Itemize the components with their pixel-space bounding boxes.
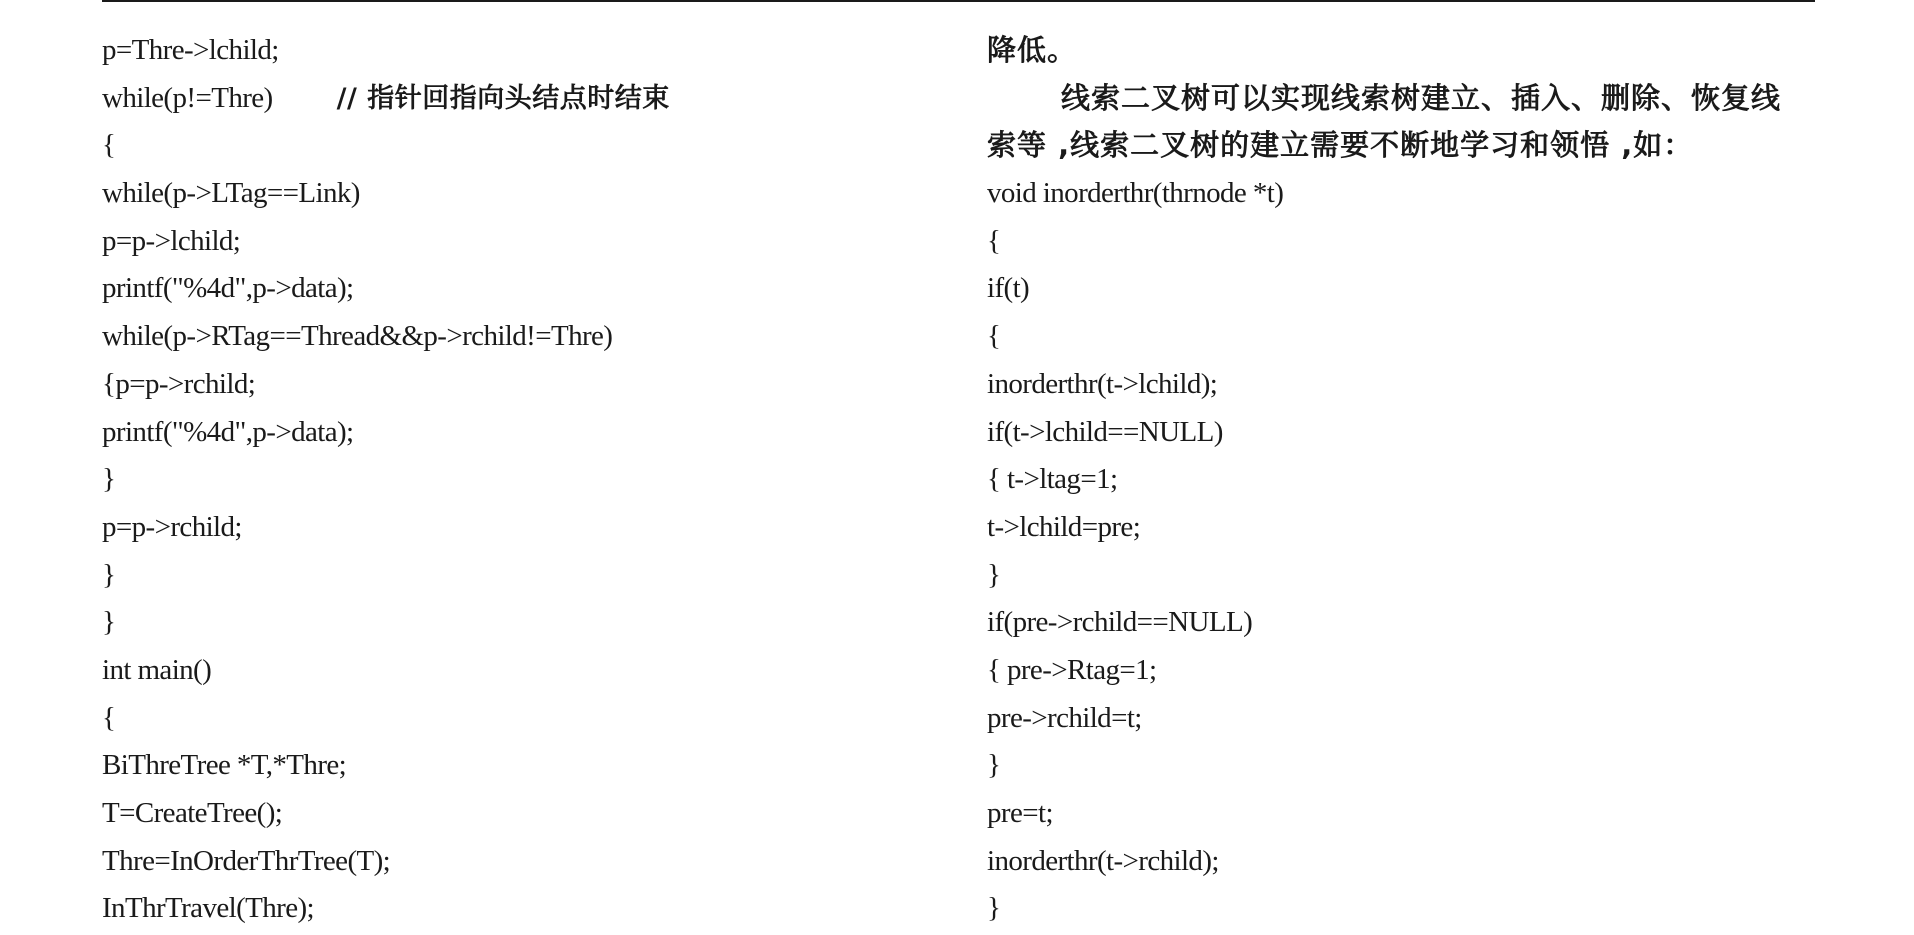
code-line: { xyxy=(987,224,1001,257)
code-line: } xyxy=(102,558,116,591)
code-line: inorderthr(t->rchild); xyxy=(987,844,1219,877)
code-line: p=p->lchild; xyxy=(102,224,241,257)
code-line: } xyxy=(102,606,116,639)
code-line: { t->ltag=1; xyxy=(987,463,1118,496)
code-line: p=p->rchild; xyxy=(102,510,242,543)
paragraph-line: 线索二叉树可以实现线索树建立、插入、删除、恢复线 xyxy=(1061,80,1782,115)
left-code-column xyxy=(102,29,962,935)
code-line: int main() xyxy=(102,653,212,686)
code-line-partial: InThrTravel(Thre); xyxy=(102,892,314,925)
code-line: if(t) xyxy=(987,272,1030,305)
code-line-with-comment xyxy=(102,77,962,125)
code-line: BiThreTree *T,*Thre; xyxy=(102,749,347,782)
code-line: { xyxy=(102,701,116,734)
code-line: {p=p->rchild; xyxy=(102,367,256,400)
code-line: pre->rchild=t; xyxy=(987,701,1142,734)
paragraph-line: 索等 ,线索二叉树的建立需要不断地学习和领悟 ,如： xyxy=(987,128,1694,163)
top-rule xyxy=(102,0,1815,2)
right-text-column xyxy=(987,29,1817,935)
code-line: } xyxy=(102,463,116,496)
code-line: t->lchild=pre; xyxy=(987,510,1141,543)
code-line: while(p->LTag==Link) xyxy=(102,177,360,210)
code-line: printf("%4d",p->data); xyxy=(102,272,354,305)
code-line: } xyxy=(987,749,1001,782)
code-line: if(pre->rchild==NULL) xyxy=(987,606,1253,639)
code-line: } xyxy=(987,558,1001,591)
code-line: while(p->RTag==Thread&&p->rchild!=Thre) xyxy=(102,320,613,353)
code-line: inorderthr(t->lchild); xyxy=(987,367,1218,400)
code-line: Thre=InOrderThrTree(T); xyxy=(102,844,391,877)
code-comment: // 指针回指向头结点时结束 xyxy=(336,82,670,114)
code-text: while(p!=Thre) xyxy=(102,81,273,114)
code-line: { xyxy=(987,320,1001,353)
code-line: pre=t; xyxy=(987,797,1053,829)
code-line: if(t->lchild==NULL) xyxy=(987,415,1223,448)
code-line-partial: } xyxy=(987,892,1001,925)
code-line: T=CreateTree(); xyxy=(102,797,283,829)
code-line: { pre->Rtag=1; xyxy=(987,653,1157,686)
code-line: printf("%4d",p->data); xyxy=(102,415,354,448)
paragraph-line: 降低。 xyxy=(987,33,1078,67)
code-line: void inorderthr(thrnode *t) xyxy=(987,177,1284,210)
code-line: { xyxy=(102,129,116,162)
code-line: p=Thre->lchild; xyxy=(102,34,279,66)
